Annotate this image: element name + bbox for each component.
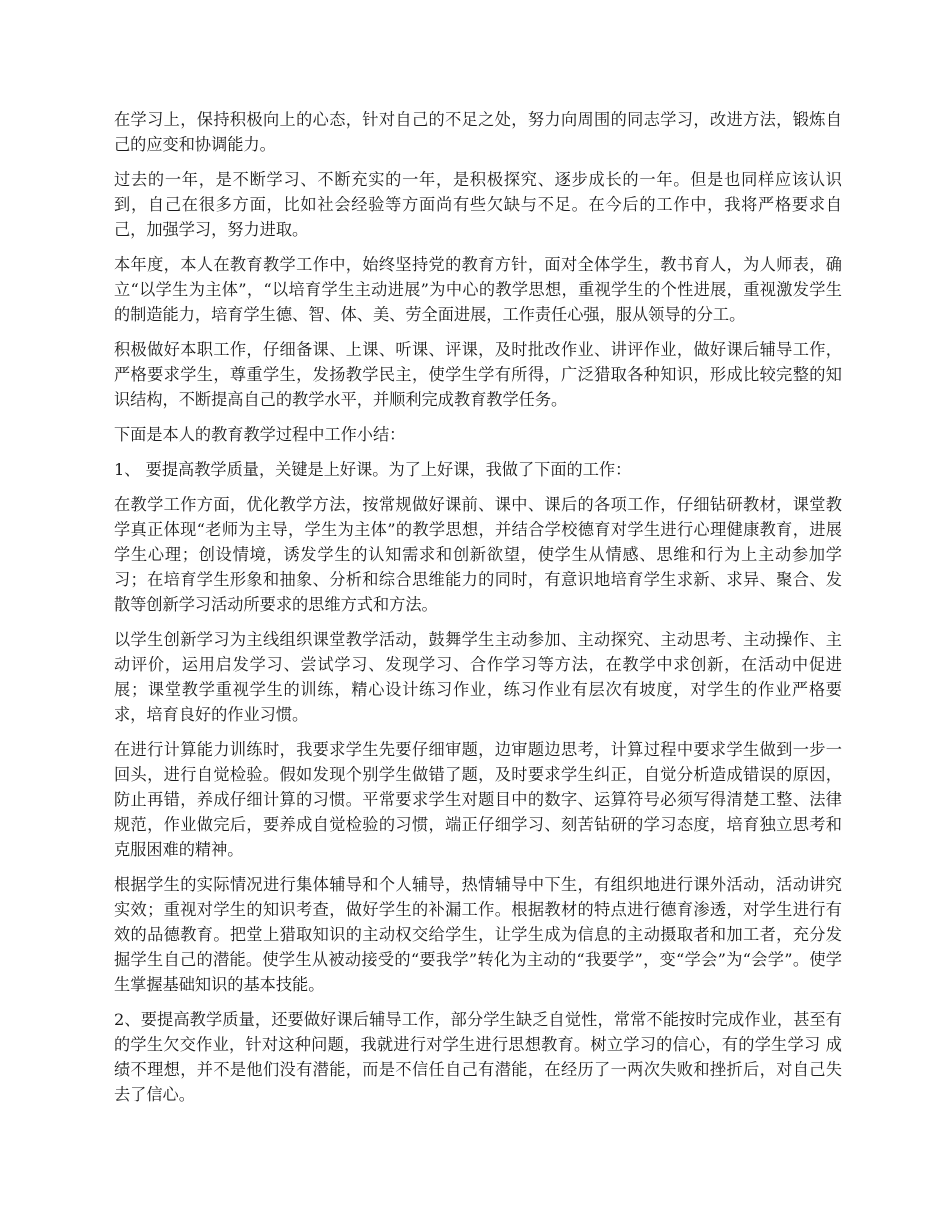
paragraph-10: 根据学生的实际情况进行集体辅导和个人辅导，热情辅导中下生，有组织地进行课外活动，活动讲究实效；重视对学生的知识考查，做好学生的补漏工作。根据教材的特点进行德育渗透，对学生进行有效的品德教育。把堂上猎取知识的主动权交给学生，让学生成为信息的主动摄取者和加工者，充分发掘学生自己的潜能。使学生从被动接受的“要我学”转化为主动的“我要学”，变“学会”为“会学”。使学生掌握基础知识的基本技能。 — [114, 875, 842, 994]
paragraph-7: 在教学工作方面，优化教学方法，按常规做好课前、课中、课后的各项工作，仔细钻研教材，课堂教学真正体现“老师为主导，学生为主体”的教学思想，并结合学校德育对学生进行心理健康教育，进展学生心理；创设情境，诱发学生的认知需求和创新欲望，使学生从情感、思维和行为上主动参加学习；在培育学生形象和抽象、分析和综合思维能力的同时，有意识地培育学生求新、求异、聚合、发散等创新学习活动所要求的思维方式和方法。 — [114, 495, 842, 614]
paragraph-3: 本年度，本人在教育教学工作中，始终坚持党的教育方针，面对全体学生，教书育人，为人师表，确立“以学生为主体”，“以培育学生主动进展”为中心的教学思想，重视学生的个性进展，重视激发学生的制造能力，培育学生德、智、体、美、劳全面进展，工作责任心强，服从领导的分工。 — [114, 255, 842, 324]
paragraph-11: 2、要提高教学质量，还要做好课后辅导工作，部分学生缺乏自觉性，常常不能按时完成作业，甚至有的学生欠交作业，针对这种问题，我就进行对学生进行思想教育。树立学习的信心，有的学生学习 成绩不理想，并不是他们没有潜能，而是不信任自己有潜能，在经历了一两次失败和挫折后，对自己失去了信心。 — [114, 1010, 842, 1104]
paragraph-5: 下面是本人的教育教学过程中工作小结： — [114, 425, 406, 444]
paragraph-6: 1、 要提高教学质量，关键是上好课。为了上好课，我做了下面的工作： — [114, 460, 632, 479]
paragraph-9: 在进行计算能力训练时，我要求学生先要仔细审题，边审题边思考，计算过程中要求学生做到一步一回头，进行自觉检验。假如发现个别学生做错了题，及时要求学生纠正，自觉分析造成错误的原因，防止再错，养成仔细计算的习惯。平常要求学生对题目中的数字、运算符号必须写得清楚工整、法律规范，作业做完后，要养成自觉检验的习惯，端正仔细学习、刻苦钻研的学习态度，培育独立思考和克服困难的精神。 — [114, 740, 842, 859]
paragraph-4: 积极做好本职工作，仔细备课、上课、听课、评课，及时批改作业、讲评作业，做好课后辅导工作，严格要求学生，尊重学生，发扬教学民主，使学生学有所得，广泛猎取各种知识，形成比较完整的知识结构，不断提高自己的教学水平，并顺利完成教育教学任务。 — [114, 340, 842, 409]
document-body — [114, 107, 842, 1117]
paragraph-8: 以学生创新学习为主线组织课堂教学活动，鼓舞学生主动参加、主动探究、主动思考、主动操作、主动评价，运用启发学习、尝试学习、发现学习、合作学习等方法，在教学中求创新，在活动中促进展；课堂教学重视学生的训练，精心设计练习作业，练习作业有层次有坡度，对学生的作业严格要求，培育良好的作业习惯。 — [114, 630, 842, 724]
paragraph-2: 过去的一年，是不断学习、不断充实的一年，是积极探究、逐步成长的一年。但是也同样应该认识到，自己在很多方面，比如社会经验等方面尚有些欠缺与不足。在今后的工作中，我将严格要求自己，加强学习，努力进取。 — [114, 170, 842, 239]
paragraph-1: 在学习上，保持积极向上的心态，针对自己的不足之处，努力向周围的同志学习，改进方法，锻炼自己的应变和协调能力。 — [114, 110, 842, 154]
